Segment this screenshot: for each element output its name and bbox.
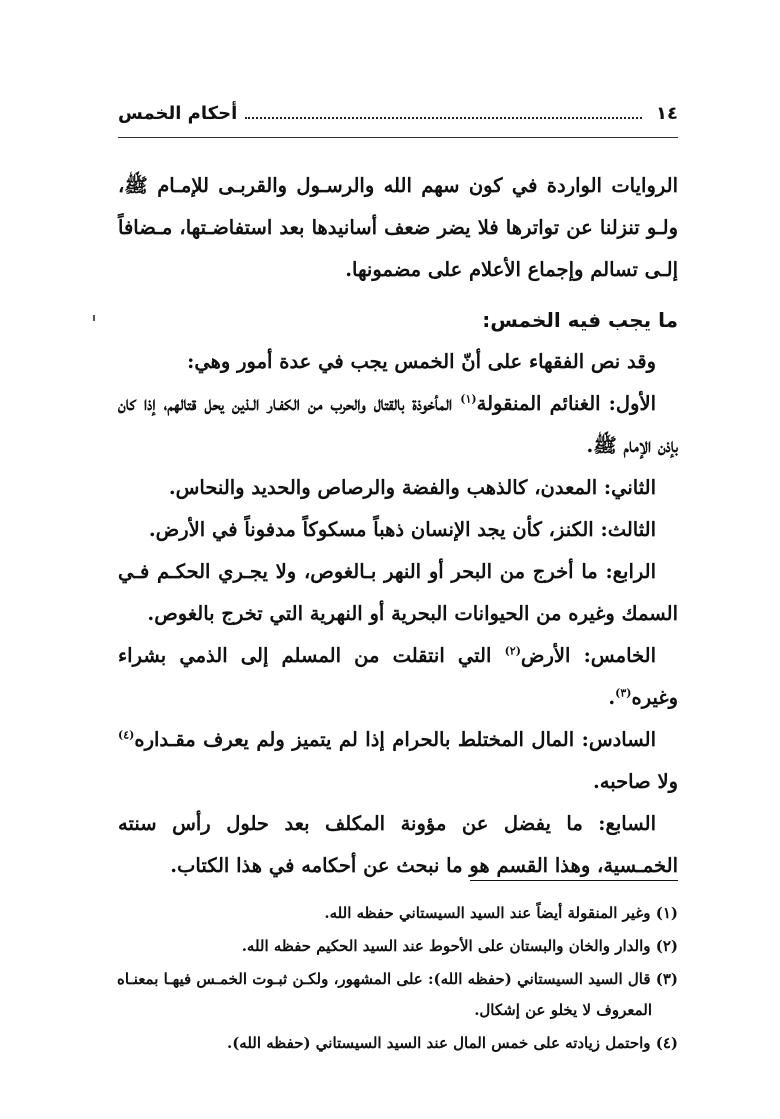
running-header xyxy=(118,103,678,138)
footnotes xyxy=(102,898,678,1061)
footnote-separator xyxy=(470,880,678,881)
main-text xyxy=(118,165,678,887)
paragraph: الروايات الواردة في كون سهم الله والرسـول والقربـى للإمـام ﷺ، ولـو تنزلنا عن تواترها فلا يضر ضعف أسانيدها بعد استفاضـتها، مـضافاً إلـى تسالم وإجماع الأعلام على مضمونها. xyxy=(118,174,678,281)
section-title: ما يجب فيه الخمس: xyxy=(482,308,678,332)
margin-mark xyxy=(93,315,95,321)
footnote: (٢) والدار والخان والبستان على الأحوط عند السيد الحكيم حفظه الله. xyxy=(241,937,678,955)
item-text: الأول: الغنائم المنقولة xyxy=(476,392,656,415)
footnote: (١) وغير المنقولة أيضاً عند السيد السيستاني حفظه الله. xyxy=(324,904,678,922)
list-item: الثالث: الكنز، كأن يجد الإنسان ذهباً مسكوكاً مدفوناً في الأرض. xyxy=(148,518,656,541)
paragraph: وقد نص الفقهاء على أنّ الخمس يجب في عدة أمور وهي: xyxy=(187,350,656,373)
footnote: (٤) واحتمل زيادته على خمس المال عند السيد السيستاني (حفظه الله). xyxy=(226,1034,678,1052)
item-text: المأخوذة بالقتال والحرب من الكفـار الـذين يحل قتالهم، إذا كان بإذن الإمام ﷺ. xyxy=(118,392,678,457)
list-item: الثاني: المعدن، كالذهب والفضة والرصاص والحديد والنحاس. xyxy=(168,476,656,499)
list-item: الرابع: ما أخرج من البحر أو النهر بـالغوص، ولا يجـري الحكـم فـي السمك وغيره من الحيوانات البحرية أو النهرية التي تخرج بالغوص. xyxy=(118,560,678,625)
item-text: الخامس: الأرض xyxy=(520,644,656,667)
list-item: السابع: ما يفضل عن مؤونة المكلف بعد حلول رأس سنته الخمـسية، وهذا القسم هو ما نبحث عن أحكامه في هذا الكتاب. xyxy=(118,812,678,877)
footnote-ref[interactable]: (٤) xyxy=(118,728,135,742)
footnote-ref[interactable]: (٣) xyxy=(615,686,632,700)
running-title: أحكام الخمس xyxy=(118,103,238,124)
item-text: السادس: المال المختلط بالحرام إذا لم يتميز ولم يعرف مقـداره xyxy=(134,728,656,751)
footnote-ref[interactable]: (٢) xyxy=(504,644,521,658)
item-text: . xyxy=(608,686,616,709)
item-text: التي انتقلت من المسلم إلى الذمي بشراء وغيره xyxy=(118,644,678,709)
item-text: ولا صاحبه. xyxy=(592,770,678,793)
page-number: ١٤ xyxy=(656,103,678,124)
footnote-continuation: المعروف لا يخلو عن إشكال. xyxy=(474,1001,652,1019)
list-item xyxy=(118,719,678,803)
list-item xyxy=(118,383,678,467)
header-leader-dots xyxy=(245,105,642,119)
footnote: (٣) قال السيد السيستاني (حفظه الله): على المشهور، ولكـن ثبـوت الخمـس فيهـا بمعنـاه xyxy=(116,970,678,988)
footnote-ref[interactable]: (١) xyxy=(460,392,477,406)
list-item xyxy=(118,635,678,719)
